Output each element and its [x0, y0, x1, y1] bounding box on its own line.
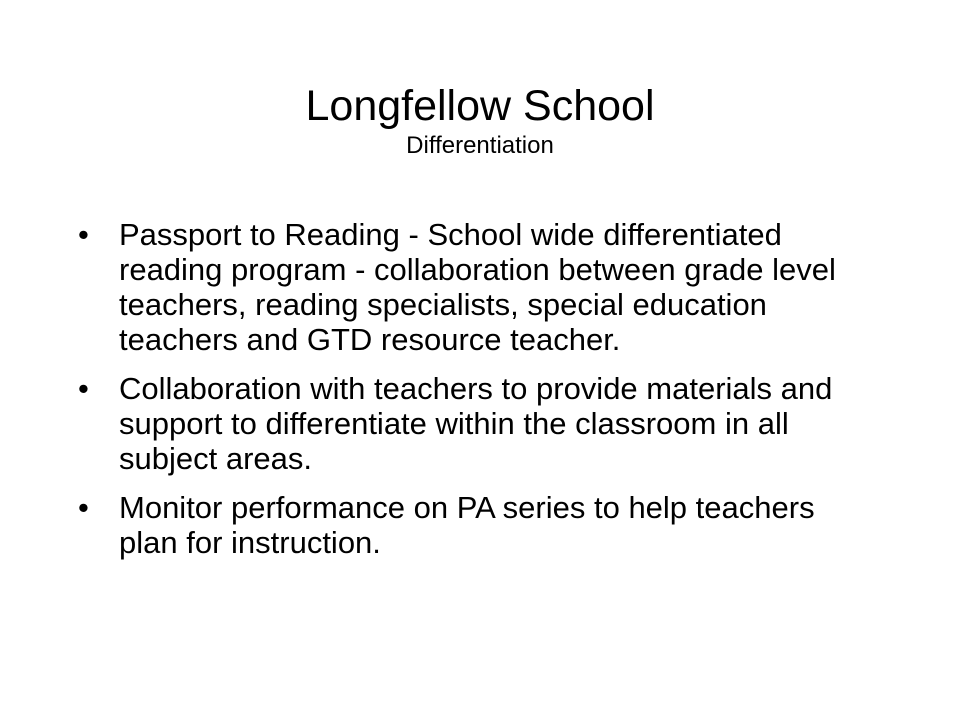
slide-subtitle: Differentiation — [406, 132, 554, 159]
bullet-item — [78, 371, 878, 476]
bullet-text: Passport to Reading - School wide differentiated reading program - collaboration between grade level teachers, reading specialists, special education teachers and GTD resource teacher. — [119, 217, 836, 357]
bullet-item — [78, 490, 878, 560]
slide-title: Longfellow School — [305, 82, 655, 130]
bullet-icon: • — [78, 490, 89, 525]
bullet-icon: • — [78, 217, 89, 252]
bullet-list — [78, 217, 878, 574]
bullet-icon: • — [78, 371, 89, 406]
bullet-text: Monitor performance on PA series to help teachers plan for instruction. — [119, 490, 815, 560]
title-block — [0, 80, 960, 160]
bullet-text: Collaboration with teachers to provide materials and support to differentiate within the classroom in all subject areas. — [119, 371, 833, 476]
bullet-item — [78, 217, 878, 357]
